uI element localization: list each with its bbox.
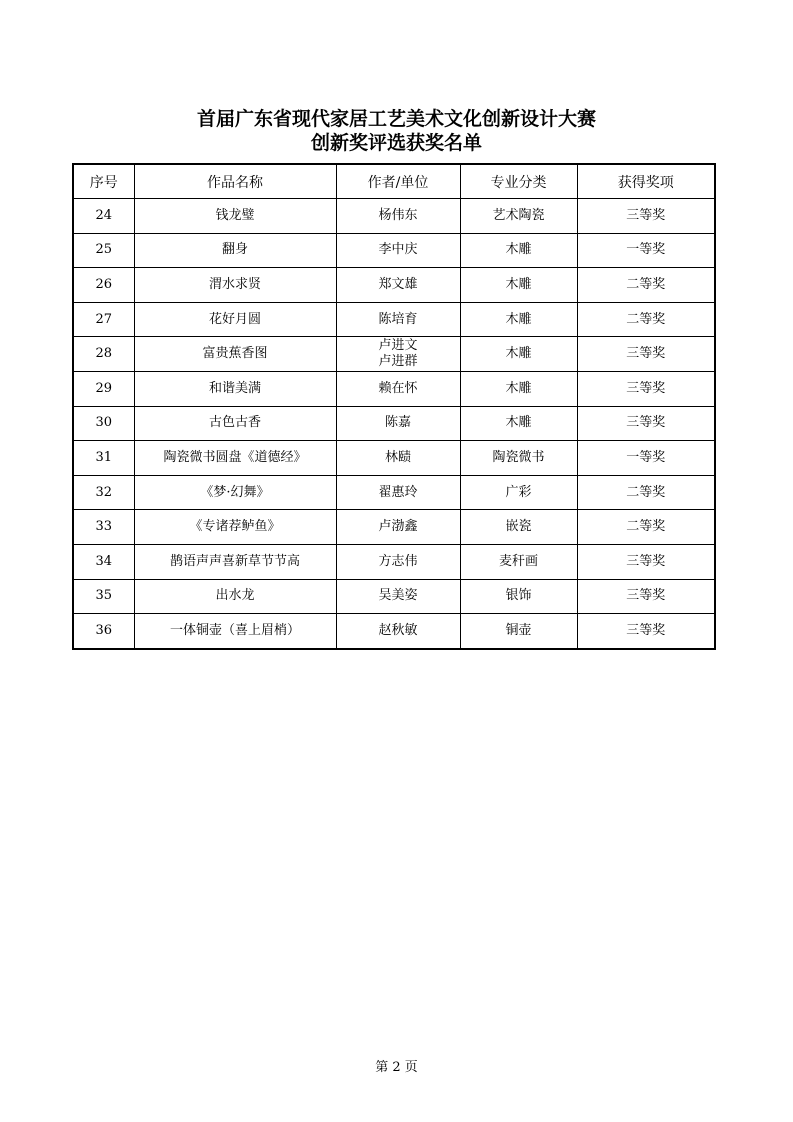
award: 三等奖 — [577, 371, 715, 406]
header-work-name: 作品名称 — [134, 164, 336, 199]
author-cell — [336, 406, 460, 441]
award: 二等奖 — [577, 268, 715, 303]
row-number: 35 — [73, 579, 134, 614]
author-cell — [336, 337, 460, 372]
author-cell — [336, 475, 460, 510]
author-name: 卢渤鑫 — [378, 519, 418, 535]
row-number: 32 — [73, 475, 134, 510]
table-row — [73, 371, 715, 406]
row-number: 36 — [73, 614, 134, 649]
award: 二等奖 — [577, 302, 715, 337]
author-name: 赖在怀 — [378, 380, 418, 396]
header-number: 序号 — [73, 164, 134, 199]
awards-table — [72, 163, 716, 650]
author-name: 郑文雄 — [378, 276, 418, 292]
category: 艺术陶瓷 — [460, 199, 577, 234]
work-name: 鹊语声声喜新草节节高 — [134, 544, 336, 579]
category: 广彩 — [460, 475, 577, 510]
author-name: 林赜 — [384, 449, 411, 465]
work-name: 一体铜壶（喜上眉梢） — [134, 614, 336, 649]
table-row — [73, 406, 715, 441]
author-cell — [336, 233, 460, 268]
category: 木雕 — [460, 406, 577, 441]
work-name: 和谐美满 — [134, 371, 336, 406]
award: 三等奖 — [577, 544, 715, 579]
table-row — [73, 268, 715, 303]
table-row — [73, 475, 715, 510]
work-name: 《梦·幻舞》 — [134, 475, 336, 510]
table-row — [73, 510, 715, 545]
work-name: 富贵蕉香图 — [134, 337, 336, 372]
author-name: 吴美姿 — [378, 588, 418, 604]
row-number: 34 — [73, 544, 134, 579]
category: 嵌瓷 — [460, 510, 577, 545]
author-cell — [336, 199, 460, 234]
row-number: 25 — [73, 233, 134, 268]
category: 木雕 — [460, 302, 577, 337]
author-name: 方志伟 — [378, 553, 418, 569]
author-name: 赵秋敏 — [378, 622, 418, 638]
table-header-row — [73, 164, 715, 199]
author-name: 卢进群 — [378, 354, 418, 370]
category: 木雕 — [460, 268, 577, 303]
row-number: 30 — [73, 406, 134, 441]
category: 铜壶 — [460, 614, 577, 649]
category: 银饰 — [460, 579, 577, 614]
author-cell — [336, 441, 460, 476]
award: 二等奖 — [577, 475, 715, 510]
header-author: 作者/单位 — [336, 164, 460, 199]
table-row — [73, 441, 715, 476]
row-number: 29 — [73, 371, 134, 406]
row-number: 24 — [73, 199, 134, 234]
award: 三等奖 — [577, 406, 715, 441]
row-number: 28 — [73, 337, 134, 372]
table-row — [73, 614, 715, 649]
table-row — [73, 233, 715, 268]
work-name: 出水龙 — [134, 579, 336, 614]
table-row — [73, 337, 715, 372]
author-name: 陈嘉 — [384, 415, 411, 431]
author-cell — [336, 371, 460, 406]
page-title: 首届广东省现代家居工艺美术文化创新设计大赛 — [196, 108, 596, 130]
author-cell — [336, 579, 460, 614]
work-name: 古色古香 — [134, 406, 336, 441]
category: 麦秆画 — [460, 544, 577, 579]
category: 木雕 — [460, 337, 577, 372]
work-name: 花好月圆 — [134, 302, 336, 337]
work-name: 陶瓷微书圆盘《道德经》 — [134, 441, 336, 476]
work-name: 渭水求贤 — [134, 268, 336, 303]
author-name: 卢进文 — [378, 338, 418, 354]
category: 陶瓷微书 — [460, 441, 577, 476]
award: 一等奖 — [577, 441, 715, 476]
award: 三等奖 — [577, 337, 715, 372]
work-name: 钱龙璧 — [134, 199, 336, 234]
author-cell — [336, 302, 460, 337]
row-number: 27 — [73, 302, 134, 337]
author-cell — [336, 544, 460, 579]
award: 一等奖 — [577, 233, 715, 268]
table-row — [73, 579, 715, 614]
table-row — [73, 302, 715, 337]
award: 三等奖 — [577, 614, 715, 649]
author-name: 陈培育 — [378, 311, 418, 327]
row-number: 33 — [73, 510, 134, 545]
category: 木雕 — [460, 233, 577, 268]
author-cell — [336, 510, 460, 545]
award: 三等奖 — [577, 579, 715, 614]
page-subtitle: 创新奖评选获奖名单 — [310, 132, 482, 154]
table-row — [73, 199, 715, 234]
table-row — [73, 544, 715, 579]
work-name: 《专诸荐鲈鱼》 — [134, 510, 336, 545]
author-name: 翟惠玲 — [378, 484, 418, 500]
category: 木雕 — [460, 371, 577, 406]
award: 二等奖 — [577, 510, 715, 545]
work-name: 翻身 — [134, 233, 336, 268]
author-name: 杨伟东 — [378, 207, 418, 223]
page-number: 第 2 页 — [375, 1060, 418, 1075]
author-cell — [336, 268, 460, 303]
row-number: 31 — [73, 441, 134, 476]
author-name: 李中庆 — [378, 242, 418, 258]
header-category: 专业分类 — [460, 164, 577, 199]
header-award: 获得奖项 — [577, 164, 715, 199]
row-number: 26 — [73, 268, 134, 303]
award: 三等奖 — [577, 199, 715, 234]
author-cell — [336, 614, 460, 649]
table-body — [73, 199, 715, 649]
